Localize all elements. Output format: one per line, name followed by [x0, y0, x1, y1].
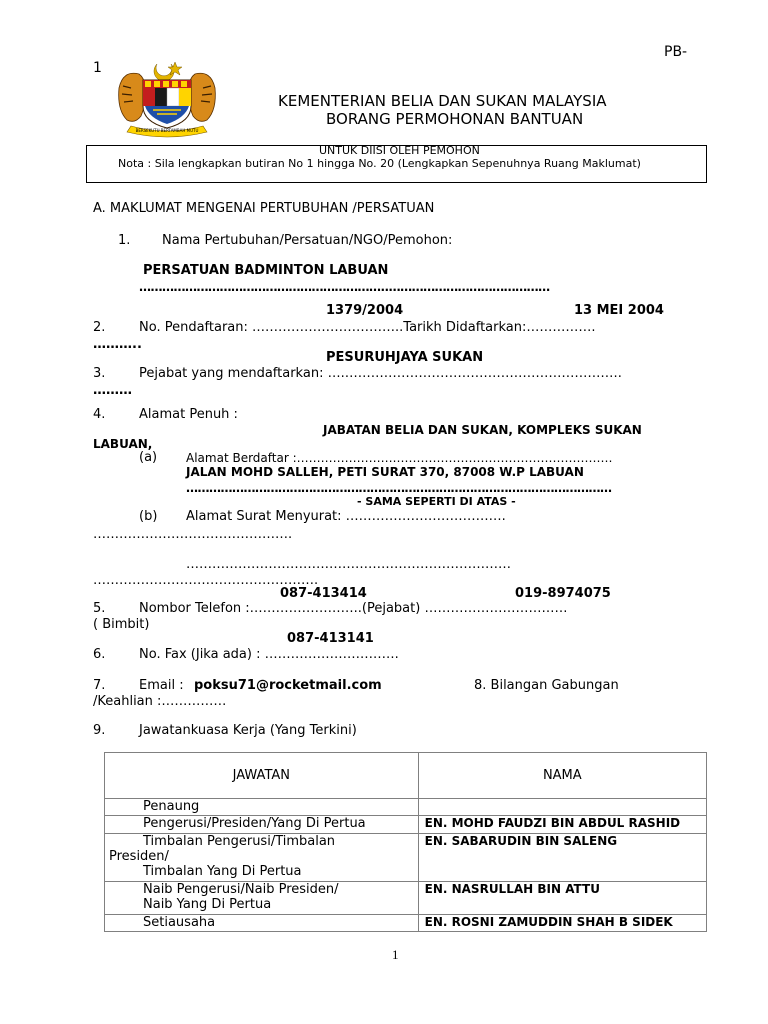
name-cell: EN. NASRULLAH BIN ATTU	[418, 882, 706, 915]
q6-label: No. Fax (Jika ada) : ………………………….	[139, 647, 399, 662]
position-cell: Penaung	[105, 799, 419, 816]
q1-dots: ………………………………………………………..……………………………………	[139, 280, 550, 294]
q4b-dots-3: …………………………………………….	[93, 573, 319, 588]
position-cell	[105, 834, 419, 882]
q5-mobile-phone-value: 019-8974075	[515, 586, 611, 601]
q2-reg-date-value: 13 MEI 2004	[574, 303, 664, 318]
q3-office-value: PESURUHJAYA SUKAN	[326, 350, 484, 365]
q4-number: 4.	[93, 407, 106, 422]
q4-address-line2: JALAN MOHD SALLEH, PETI SURAT 370, 87008 W.P LABUAN	[186, 465, 584, 479]
q8-cont: /Keahlian :……………	[93, 694, 227, 709]
table-row	[105, 834, 707, 882]
q1-number: 1.	[118, 233, 131, 248]
coat-of-arms-logo	[113, 58, 221, 138]
q4a-label: Alamat Berdaftar :…………………….………………………………………………	[186, 451, 613, 465]
q6-number: 6.	[93, 647, 106, 662]
column-header-name: NAMA	[418, 753, 706, 799]
table-row	[105, 915, 707, 932]
position-line: Naib Pengerusi/Naib Presiden/	[143, 882, 339, 897]
section-a-heading: A. MAKLUMAT MENGENAI PERTUBUHAN /PERSATUAN	[93, 201, 435, 216]
name-cell: EN. ROSNI ZAMUDDIN SHAH B SIDEK	[418, 915, 706, 932]
name-cell	[418, 799, 706, 816]
crest-motto: BERSEKUTU BERTAMBAH MUTU	[135, 128, 199, 133]
notice-text: Nota : Sila lengkapkan butiran No 1 hingga No. 20 (Lengkapkan Sepenuhnya Ruang Maklumat)	[118, 157, 641, 170]
form-code-bottom: 1	[93, 60, 102, 76]
q4b-same-as: - SAMA SEPERTI DI ATAS -	[357, 495, 516, 508]
q7-label: Email :	[139, 678, 184, 693]
position-cell: Pengerusi/Presiden/Yang Di Pertua	[105, 816, 419, 834]
q3-cont: ………	[93, 383, 132, 398]
q4-label: Alamat Penuh :	[139, 407, 238, 422]
column-header-position: JAWATAN	[105, 753, 419, 799]
q7-email-value: poksu71@rocketmail.com	[194, 678, 382, 693]
q4b-marker: (b)	[139, 509, 158, 524]
q3-number: 3.	[93, 366, 106, 381]
q4-address-line1: JABATAN BELIA DAN SUKAN, KOMPLEKS SUKAN	[323, 423, 642, 437]
position-cell	[105, 882, 419, 915]
notice-title: UNTUK DIISI OLEH PEMOHON	[319, 144, 480, 157]
position-line: Presiden/	[109, 849, 169, 864]
position-line: Naib Yang Di Pertua	[143, 897, 272, 912]
q2-number: 2.	[93, 320, 106, 335]
q4-address-cont: LABUAN,	[93, 437, 153, 451]
q4a-dots: …………………………………………………………………………………………………	[186, 481, 612, 495]
q4a-marker: (a)	[139, 450, 158, 465]
q5-office-phone-value: 087-413414	[280, 586, 367, 601]
q5-cont: ( Bimbit)	[93, 617, 150, 632]
q2-label: No. Pendaftaran: ……………………………..Tarikh Didaftarkan:…………….	[139, 320, 596, 335]
q2-cont: ………..	[93, 337, 142, 352]
table-row	[105, 816, 707, 834]
q6-fax-value: 087-413141	[287, 631, 374, 646]
q5-label: Nombor Telefon :……………………..(Pejabat) ……………………………	[139, 601, 568, 616]
q1-label: Nama Pertubuhan/Persatuan/NGO/Pemohon:	[162, 233, 453, 248]
q1-org-name: PERSATUAN BADMINTON LABUAN	[143, 263, 389, 278]
q4b-dots-2: …………………………………………………………………	[186, 557, 511, 572]
form-code-top: PB-	[664, 44, 688, 60]
table-row	[105, 799, 707, 816]
position-cell: Setiausaha	[105, 915, 419, 932]
ministry-title: KEMENTERIAN BELIA DAN SUKAN MALAYSIA	[278, 92, 607, 110]
position-line: Timbalan Yang Di Pertua	[143, 864, 302, 879]
form-title: BORANG PERMOHONAN BANTUAN	[326, 110, 584, 128]
position-line: Timbalan Pengerusi/Timbalan	[143, 834, 336, 849]
q3-label: Pejabat yang mendaftarkan: ….……………………………………………………….	[139, 366, 622, 381]
table-row	[105, 882, 707, 915]
table-header-row	[105, 753, 707, 799]
committee-table	[104, 752, 707, 932]
q7-number: 7.	[93, 678, 106, 693]
q9-label: Jawatankuasa Kerja (Yang Terkini)	[139, 723, 357, 738]
q4b-dots-1: ……………………………………….	[93, 527, 293, 542]
name-cell: EN. SABARUDIN BIN SALENG	[418, 834, 706, 882]
page-number: 1	[392, 947, 399, 962]
q4b-label: Alamat Surat Menyurat: ……………………………….	[186, 509, 506, 524]
q9-number: 9.	[93, 723, 106, 738]
q5-number: 5.	[93, 601, 106, 616]
name-cell: EN. MOHD FAUDZI BIN ABDUL RASHID	[418, 816, 706, 834]
q2-reg-no-value: 1379/2004	[326, 303, 404, 318]
q8-label: 8. Bilangan Gabungan	[474, 678, 619, 693]
